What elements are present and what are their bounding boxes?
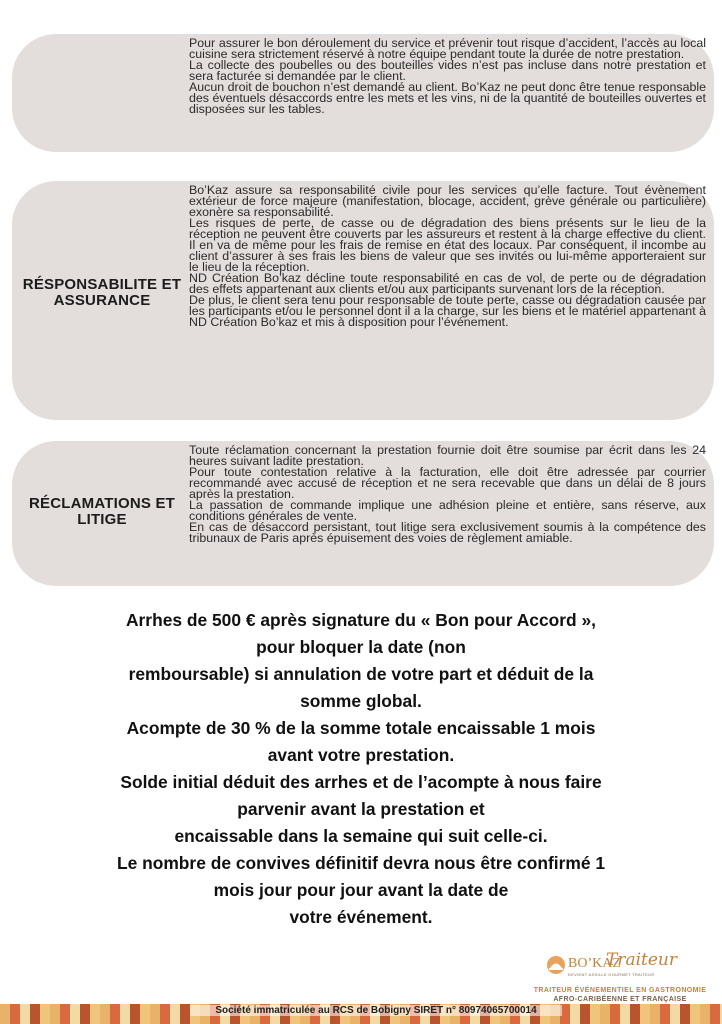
terms-line: Arrhes de 500 € après signature du « Bon pour Accord »,: [125, 610, 596, 630]
terms-line: Solde initial déduit des arrhes et de l’acompte à nous faire: [120, 772, 602, 792]
footer-legal-text: Société immatriculée au RCS de Bobigny SIRET n° 80974065700014: [190, 1005, 562, 1016]
terms-line: Acompte de 30 % de la somme totale encaissable 1 mois: [126, 718, 596, 738]
section-title: RÉCLAMATIONS ET LITIGE: [28, 495, 176, 528]
section-responsabilite: [12, 181, 714, 420]
terms-line: avant votre prestation.: [267, 745, 455, 765]
terms-line: mois jour pour jour avant la date de: [213, 880, 509, 900]
payment-terms: [60, 607, 662, 931]
paragraph: En cas de désaccord persistant, tout litige sera exclusivement soumis à la compétence des tribunaux de Paris après épuisement des voies de règlement amiable.: [189, 520, 706, 545]
logo-tagline: TRAITEUR ÉVÉNEMENTIEL EN GASTRONOMIE: [533, 987, 707, 994]
logo-subtitle: DEVIENT ASSILLE GOURMET TRAITEUR: [568, 972, 655, 977]
logo-script: Traiteur: [606, 950, 678, 970]
logo-name: BO’KAZ: [568, 956, 621, 971]
paragraph: Pour assurer le bon déroulement du service et prévenir tout risque d’accident, l’accès au local cuisine sera strictement réservé à notre équipe pendant toute la durée de notre prestation.: [189, 36, 706, 61]
terms-line: remboursable) si annulation de votre part et déduit de la: [128, 664, 594, 684]
terms-line: pour bloquer la date (non: [256, 637, 466, 657]
paragraph: ND Création Bo’kaz décline toute responsabilité en cas de vol, de perte ou de dégradation des effets appartenant aux clients et/ou aux participants survenant lors de la réception.: [189, 271, 706, 296]
food-cloche-icon: [546, 954, 566, 976]
section-reclamations: [12, 441, 714, 586]
terms-line: Le nombre de convives définitif devra nous être confirmé 1: [116, 853, 606, 873]
paragraph: La collecte des poubelles ou des bouteilles vides n’est pas incluse dans notre prestation et sera facturée si demandée par le client.: [189, 58, 706, 83]
paragraph: Bo’Kaz assure sa responsabilité civile pour les services qu’elle facture. Tout évènement extérieur de force majeure (manifestation, blocage, accident, grève générale ou particulière) exonère sa responsabilité.: [189, 183, 706, 219]
section-service: [12, 34, 714, 152]
logo-tagline: AFRO-CARIBÉENNE ET FRANÇAISE: [553, 996, 687, 1003]
section-reclamations-body: [189, 445, 706, 544]
paragraph: Les risques de perte, de casse ou de dégradation des biens présents sur le lieu de la réception ne peuvent être couverts par les assureurs et restent à la charge effective du client. Il en va de même pour les frais de remise en état des locaux. Par conséquent, il incombe au client d’assurer à ses frais les biens de valeur que ses invités ou lui-même apporteraient sur le lieu de la réception.: [189, 216, 706, 274]
terms-line: votre événement.: [289, 907, 433, 927]
terms-line: somme global.: [300, 691, 422, 711]
bokaz-logo: [520, 950, 720, 1010]
section-service-body: [189, 38, 706, 115]
paragraph: De plus, le client sera tenu pour responsable de toute perte, casse ou dégradation causée par les participants et/ou le personnel dont il a la charge, sur les biens et le matériel appartenant à ND Création Bo’kaz et mis à disposition pour l’événement.: [189, 293, 706, 329]
paragraph: Aucun droit de bouchon n’est demandé au client. Bo’Kaz ne peut donc être tenue responsable des éventuels désaccords entre les mets et les vins, ni de la quantité de bouteilles ouvertes et disposées sur les tables.: [189, 80, 706, 116]
terms-line: encaissable dans la semaine qui suit celle-ci.: [174, 826, 548, 846]
section-title: RÉSPONSABILITE ET ASSURANCE: [22, 276, 182, 309]
section-responsabilite-body: [189, 185, 706, 328]
paragraph: Toute réclamation concernant la prestation fournie doit être soumise par écrit dans les 24 heures suivant ladite prestation.: [189, 443, 706, 468]
terms-line: parvenir avant la prestation et: [237, 799, 485, 819]
paragraph: Pour toute contestation relative à la facturation, elle doit être adressée par courrier recommandé avec accusé de réception et ne sera recevable que dans un délai de 8 jours après la prestation.: [189, 465, 706, 501]
paragraph: La passation de commande implique une adhésion pleine et entière, sans réserve, aux conditions générales de vente.: [189, 498, 706, 523]
